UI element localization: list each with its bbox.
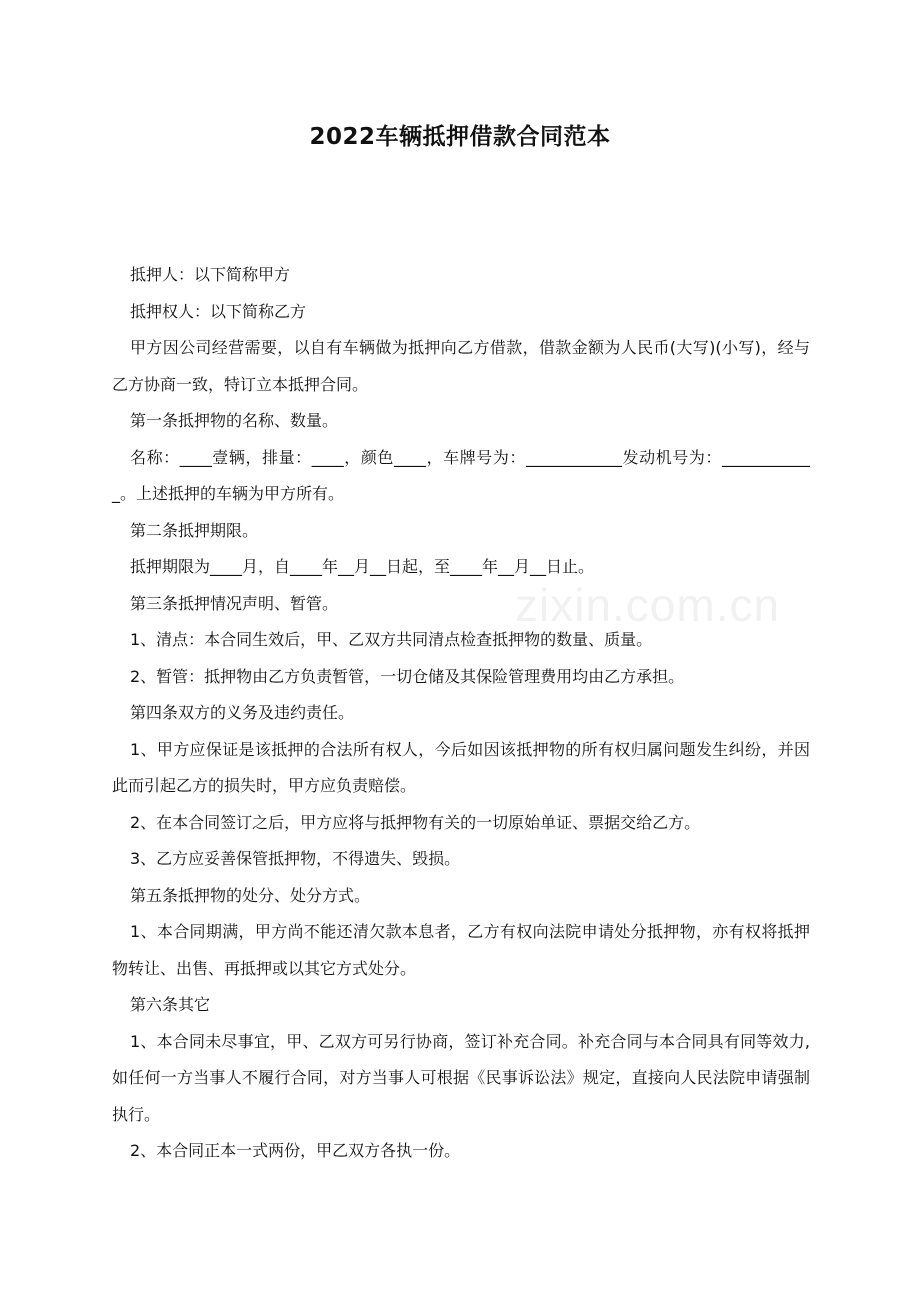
contract-body <box>112 257 810 1170</box>
article-5-heading: 第五条抵押物的处分、处分方式。 <box>130 885 371 905</box>
paragraph-mortgagee: 抵押权人：以下简称乙方 <box>130 301 307 321</box>
watermark-text: zixin.com.cn <box>515 579 781 631</box>
article-1-vehicle-details: 名称：____壹辆，排量：____，颜色____，车牌号为：____________发动机号为：____________。上述抵押的车辆为甲方所有。 <box>112 447 810 503</box>
article-6-clause-1: 1、本合同未尽事宜，甲、乙双方可另行协商，签订补充合同。补充合同与本合同具有同等效力,如任何一方当事人不履行合同，对方当事人可根据《民事诉讼法》规定，直接向人民法院申请强制执行。 <box>112 1031 810 1124</box>
article-4-heading: 第四条双方的义务及违约责任。 <box>130 703 355 722</box>
article-2-term: 抵押期限为____月，自____年__月__日起，至____年__月__日止。 <box>130 557 595 576</box>
article-2-heading: 第二条抵押期限。 <box>130 520 259 540</box>
article-4-clause-1: 1、甲方应保证是该抵押的合法所有权人，今后如因该抵押物的所有权归属问题发生纠纷，并因此而引起乙方的损失时，甲方应负责赔偿。 <box>112 739 810 795</box>
paragraph-mortgagor: 抵押人：以下简称甲方 <box>130 265 291 284</box>
article-4-clause-2: 2、在本合同签订之后，甲方应将与抵押物有关的一切原始单证、票据交给乙方。 <box>130 812 701 832</box>
article-1-heading: 第一条抵押物的名称、数量。 <box>130 411 339 430</box>
article-6-heading: 第六条其它 <box>130 995 211 1014</box>
article-4-clause-3: 3、乙方应妥善保管抵押物，不得遗失、毁损。 <box>130 849 461 868</box>
article-3-clause-1: 1、清点：本合同生效后，甲、乙双方共同清点检查抵押物的数量、质量。 <box>130 630 653 649</box>
article-3-heading: 第三条抵押情况声明、暂管。 <box>130 593 339 613</box>
paragraph-preamble: 甲方因公司经营需要，以自有车辆做为抵押向乙方借款，借款金额为人民币(大写)(小写)，经与乙方协商一致，特订立本抵押合同。 <box>112 338 810 394</box>
document-title: 2022车辆抵押借款合同范本 <box>309 124 611 150</box>
article-5-clause-1: 1、本合同期满，甲方尚不能还清欠款本息者，乙方有权向法院申请处分抵押物，亦有权将抵押物转让、出售、再抵押或以其它方式处分。 <box>112 922 810 978</box>
article-6-clause-2: 2、本合同正本一式两份，甲乙双方各执一份。 <box>130 1141 461 1160</box>
article-3-clause-2: 2、暂管：抵押物由乙方负责暂管，一切仓储及其保险管理费用均由乙方承担。 <box>130 666 685 686</box>
